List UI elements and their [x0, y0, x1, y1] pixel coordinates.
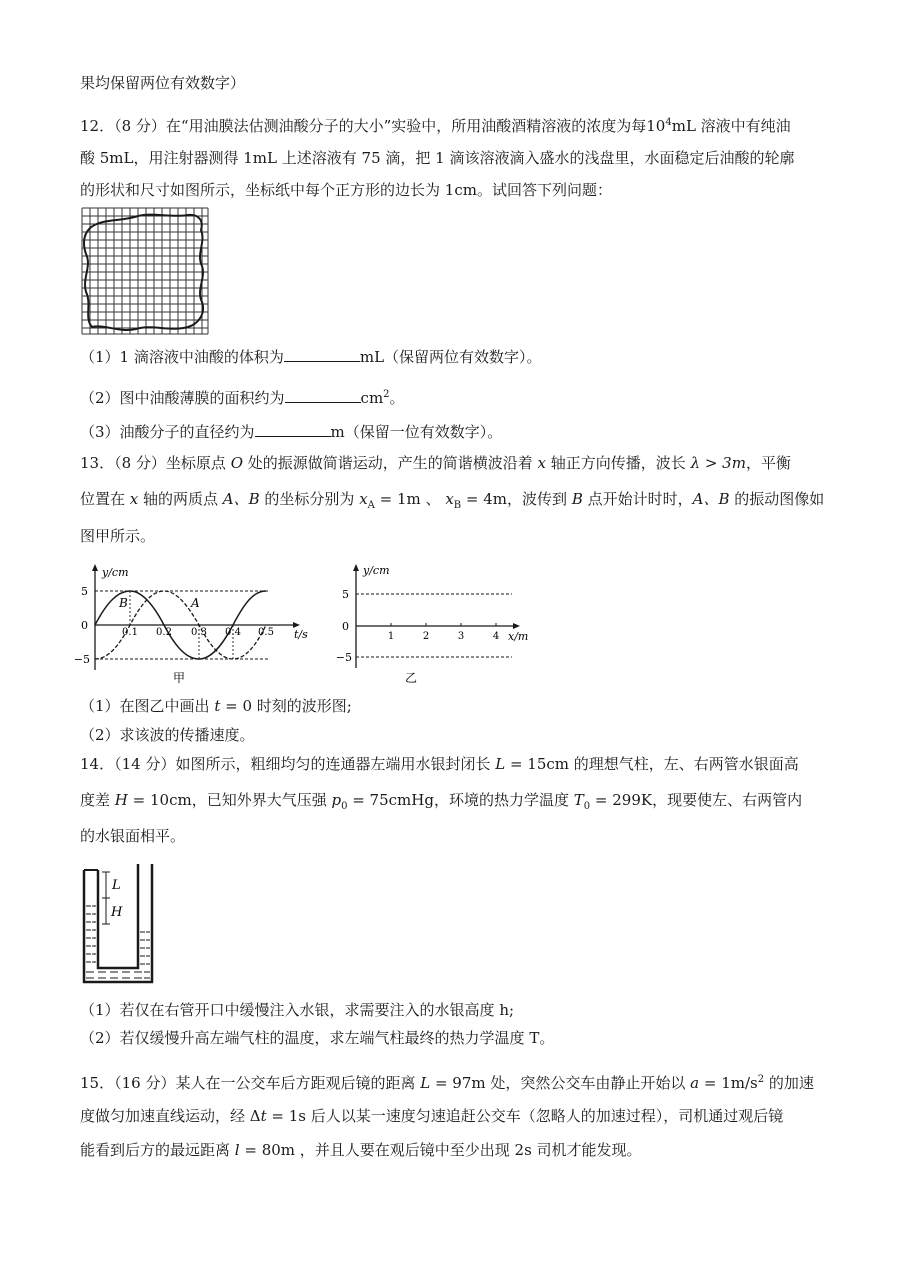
- q15-L: L: [420, 1074, 431, 1092]
- q13-sub1-t: t: [214, 697, 221, 715]
- q14-T: T: [573, 791, 584, 809]
- jia-label-A: A: [191, 596, 200, 610]
- q15-l: l: [234, 1141, 240, 1159]
- q15-t: t: [260, 1107, 267, 1125]
- q13-l2c: 的坐标分别为: [259, 490, 360, 508]
- q13-xB-sub: B: [453, 500, 462, 511]
- q15-l1a: 某人在一公交车后方距观后镜的距离: [175, 1074, 421, 1092]
- figure-jia-vibration-graph: [73, 560, 318, 688]
- q12-sub-1: [80, 347, 542, 367]
- q13-l2x: x: [129, 490, 139, 508]
- q15-l1c: = 1m/s: [699, 1074, 758, 1092]
- answer-blank-1[interactable]: [284, 347, 360, 362]
- jia-xtick-0.1: 0.1: [122, 627, 138, 638]
- yi-ylabel: y/cm: [363, 564, 390, 577]
- q15-line-1: [80, 1070, 814, 1093]
- q13-xA-val: = 1m 、: [374, 490, 446, 508]
- q15-l1d: 的加速: [764, 1074, 814, 1092]
- label-L: L: [112, 878, 121, 893]
- q12-conc: 10: [646, 117, 666, 135]
- yi-ytick-m5: −5: [335, 651, 352, 664]
- figure-yi-wave-graph: [336, 560, 536, 688]
- yi-x-arrow: [513, 623, 520, 629]
- q13-l2a: 位置在: [80, 490, 130, 508]
- q13-t2: 处的振源做简谐运动，产生的简谐横波沿着: [243, 454, 538, 472]
- q12-sub1-unit: mL（保留两位有效数字）。: [359, 348, 542, 366]
- q12-sub-2: [80, 385, 405, 408]
- q13-x: x: [537, 454, 547, 472]
- answer-blank-3[interactable]: [255, 422, 331, 437]
- q14-sub-1: [80, 1000, 514, 1020]
- q13-number: 13．: [80, 454, 115, 472]
- q14-l1b: = 15cm 的理想气柱，左、右两管水银面高: [505, 755, 799, 773]
- q14-l1a: 如图所示，粗细均匀的连通器左端用水银封闭长: [175, 755, 496, 773]
- q15-l1b: = 97m 处，突然公交车由静止开始以: [430, 1074, 691, 1092]
- q15-l3a: 能看到后方的最远距离: [80, 1141, 235, 1159]
- yi-xtick-3: 3: [457, 631, 465, 642]
- yi-y-arrow: [353, 564, 359, 571]
- yi-xtick-2: 2: [422, 631, 430, 642]
- yi-ytick-0: 0: [342, 620, 349, 633]
- q14-p: p: [331, 791, 342, 809]
- q14-line-3: [80, 826, 185, 846]
- jia-xtick-0.3: 0.3: [191, 627, 207, 638]
- q12-text-1b: mL 溶液中有纯油: [671, 117, 791, 135]
- q15-a: a: [690, 1074, 700, 1092]
- q13-sub-2: [80, 725, 255, 745]
- q13-l2e: 点开始计时时，: [582, 490, 693, 508]
- q12-points: （8 分）: [114, 117, 166, 135]
- q14-number: 14．: [80, 755, 115, 773]
- jia-xtick-0.4: 0.4: [225, 627, 241, 638]
- q12-sub-3: [80, 422, 502, 442]
- q15-points: （16 分）: [114, 1074, 176, 1092]
- jia-xlabel: t/s: [294, 628, 308, 641]
- q13-l2d: ，波传到: [507, 490, 572, 508]
- jia-ylabel: y/cm: [102, 566, 129, 579]
- q12-sub3-text: （3）油酸分子的直径约为: [80, 423, 255, 441]
- jia-ytick-0: 0: [81, 619, 88, 632]
- q14-points: （14 分）: [114, 755, 176, 773]
- q13-points: （8 分）: [114, 454, 166, 472]
- q13-text-3: 图甲所示。: [80, 527, 156, 545]
- q14-l2d: = 299K，现要使左、右两管内: [590, 791, 803, 809]
- continuation-text: 果均保留两位有效数字）: [80, 74, 246, 92]
- q13-O: O: [230, 454, 243, 472]
- yi-xtick-1: 1: [387, 631, 395, 642]
- oil-film-grid-figure: [80, 206, 210, 336]
- q12-number: 12．: [80, 117, 115, 135]
- q12-sub1-text: （1）1 滴溶液中油酸的体积为: [80, 348, 284, 366]
- q14-p-sub: 0: [341, 801, 348, 812]
- q15-number: 15．: [80, 1074, 115, 1092]
- q15-l3b: = 80m ，并且人要在观后镜中至少出现 2s 司机才能发现。: [239, 1141, 642, 1159]
- q13-line-2: [80, 489, 824, 516]
- jia-xtick-0.5: 0.5: [258, 627, 274, 638]
- q15-l2a: 度做匀加速直线运动，经 Δ: [80, 1107, 261, 1125]
- jia-label-B: B: [119, 596, 128, 610]
- yi-caption: 乙: [404, 671, 418, 685]
- jia-ytick-m5: −5: [73, 653, 90, 666]
- q13-l2AB2: A、B: [692, 490, 730, 508]
- q14-l2c: = 75cmHg，环境的热力学温度: [347, 791, 574, 809]
- q15-l2b: = 1s 后人以某一速度匀速追赶公交车（忽略人的加速过程），司机通过观后镜: [266, 1107, 784, 1125]
- jia-caption: 甲: [172, 671, 186, 685]
- q13-line-3: [80, 526, 155, 546]
- q15-line-3: [80, 1140, 642, 1160]
- u-tube-figure: [80, 862, 158, 988]
- q12-line-1: [80, 113, 791, 136]
- q13-t4: ，平衡: [745, 454, 791, 472]
- q14-line-1: [80, 754, 799, 774]
- q12-line-3: [80, 180, 612, 200]
- yi-ytick-5: 5: [342, 588, 349, 601]
- q13-l2B: B: [571, 490, 583, 508]
- continuation-line: [80, 73, 245, 93]
- q15-exp: 2: [757, 1074, 765, 1085]
- yi-xtick-4: 4: [492, 631, 500, 642]
- q12-text-2: 酸 5mL，用注射器测得 1mL 上述溶液有 75 滴，把 1 滴该溶液滴入盛水的浅盘里，水面稳定后油酸的轮廓: [80, 149, 795, 167]
- q12-text-3: 的形状和尺寸如图所示，坐标纸中每个正方形的边长为 1cm。试回答下列问题：: [80, 181, 612, 199]
- q12-sub2-text: （2）图中油酸薄膜的面积约为: [80, 389, 285, 407]
- q12-sub2-end: 。: [389, 389, 405, 407]
- q13-t1: 坐标原点: [165, 454, 231, 472]
- q12-sub2-unit: cm: [360, 389, 384, 407]
- q14-text-3: 的水银面相平。: [80, 827, 186, 845]
- q14-L: L: [495, 755, 506, 773]
- q14-line-2: [80, 790, 802, 817]
- grid-lines: [82, 208, 208, 334]
- q14-l2b: = 10cm，已知外界大气压强: [127, 791, 332, 809]
- label-H: H: [111, 905, 123, 920]
- q15-line-2: [80, 1106, 783, 1126]
- q13-xA-sub: A: [367, 500, 375, 511]
- q12-line-2: [80, 148, 794, 168]
- q13-l2b: 轴的两质点: [138, 490, 223, 508]
- q12-sub3-unit: m（保留一位有效数字）。: [330, 423, 503, 441]
- q13-l2f: 的振动图像如: [729, 490, 825, 508]
- q13-l2AB: A、B: [222, 490, 260, 508]
- q13-sub1a: （1）在图乙中画出: [80, 697, 215, 715]
- q14-T-sub: 0: [583, 801, 591, 812]
- yi-xlabel: x/m: [508, 630, 529, 643]
- q14-sub1-text: （1）若仅在右管开口中缓慢注入水银，求需要注入的水银高度 h;: [80, 1001, 515, 1019]
- answer-blank-2[interactable]: [285, 388, 361, 403]
- q13-xB-val: = 4m: [461, 490, 508, 508]
- q14-sub2-text: （2）若仅缓慢升高左端气柱的温度，求左端气柱最终的热力学温度 T。: [80, 1029, 555, 1047]
- q12-conc-exp: 4: [665, 117, 672, 128]
- q13-xB: x: [445, 490, 454, 508]
- q13-lambda: λ > 3m: [690, 454, 746, 472]
- q14-l2a: 度差: [80, 791, 115, 809]
- q13-sub-1: [80, 696, 352, 716]
- q12-text-1a: 在“用油膜法估测油酸分子的大小”实验中，所用油酸酒精溶液的浓度为每: [165, 117, 647, 135]
- jia-ytick-5: 5: [81, 585, 88, 598]
- q13-line-1: [80, 453, 791, 473]
- q13-t3: 轴正方向传播，波长: [546, 454, 691, 472]
- q13-xA: x: [359, 490, 368, 508]
- q13-sub1b: = 0 时刻的波形图;: [220, 697, 352, 715]
- q12-sub2-exp: 2: [383, 389, 390, 400]
- jia-xtick-0.2: 0.2: [156, 627, 172, 638]
- q13-sub2-text: （2）求该波的传播速度。: [80, 726, 255, 744]
- q14-H: H: [114, 791, 128, 809]
- q14-sub-2: [80, 1028, 554, 1048]
- jia-y-arrow: [92, 564, 98, 571]
